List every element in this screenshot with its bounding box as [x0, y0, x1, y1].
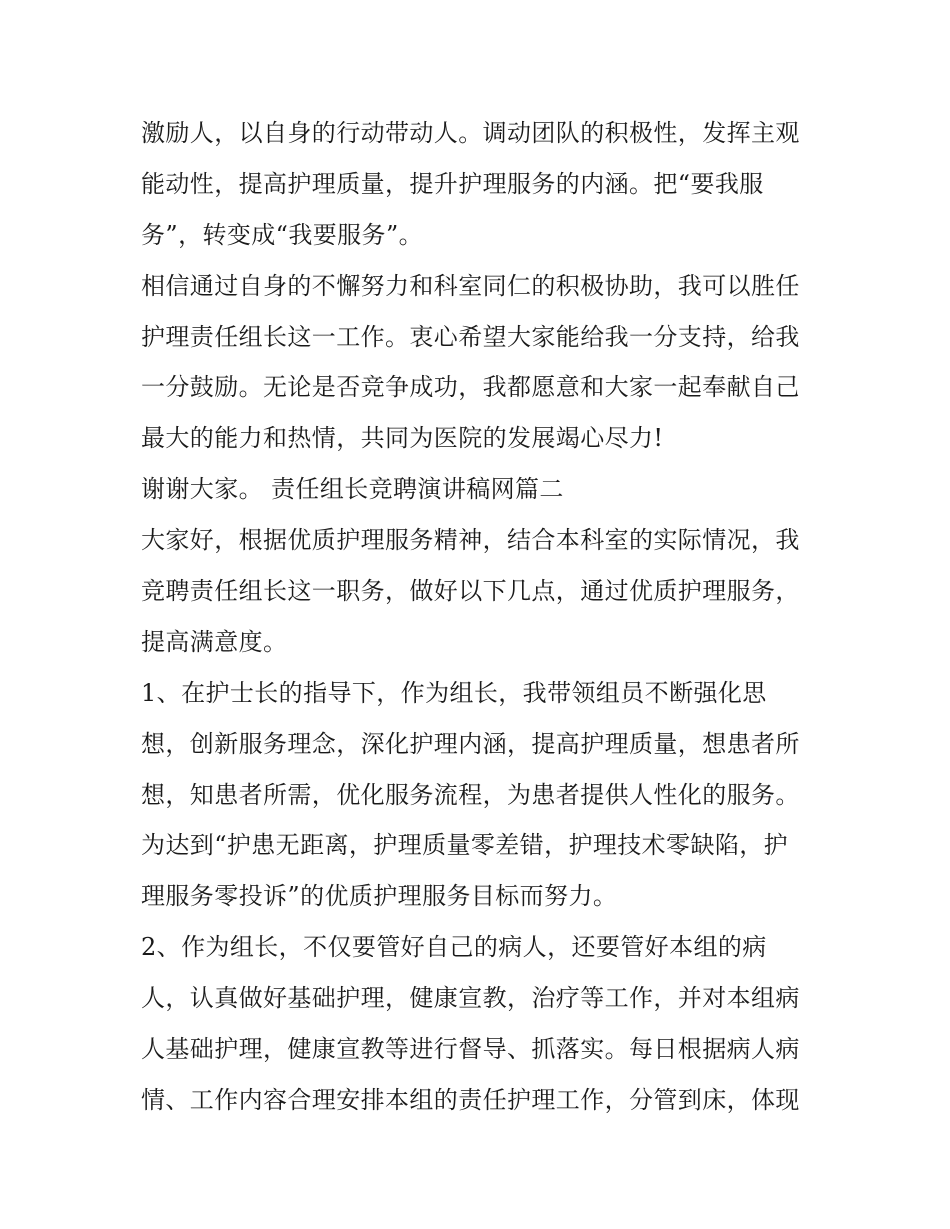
text-line: 想，知患者所需，优化服务流程，为患者提供人性化的服务。	[141, 780, 800, 809]
text-line: 务”，转变成“我要服务”。	[141, 220, 424, 249]
text-line: 一分鼓励。无论是否竞争成功，我都愿意和大家一起奉献自己	[141, 373, 800, 402]
text-line: 情、工作内容合理安排本组的责任护理工作，分管到床，体现	[141, 1085, 800, 1114]
text-line: 护理责任组长这一工作。衷心希望大家能给我一分支持，给我	[141, 322, 800, 351]
list-item-2-line: 2、作为组长，不仅要管好自己的病人，还要管好本组的病	[141, 933, 767, 962]
text-line: 相信通过自身的不懈努力和科室同仁的积极协助，我可以胜任	[141, 271, 800, 300]
text-line: 提高满意度。	[141, 627, 288, 656]
text-line: 想，创新服务理念，深化护理内涵，提高护理质量，想患者所	[141, 729, 800, 758]
text-line: 激励人，以自身的行动带动人。调动团队的积极性，发挥主观	[141, 119, 800, 147]
section-heading-line: 谢谢大家。 责任组长竞聘演讲稿网篇二	[141, 475, 564, 504]
text-line: 竞聘责任组长这一职务，做好以下几点，通过优质护理服务，	[141, 577, 800, 606]
text-line: 能动性，提高护理质量，提升护理服务的内涵。把“要我服	[141, 169, 764, 198]
text-line: 最大的能力和热情，共同为医院的发展竭心尽力!	[141, 424, 664, 453]
text-line: 人，认真做好基础护理，健康宣教，治疗等工作，并对本组病	[141, 984, 800, 1013]
text-line: 大家好，根据优质护理服务精神，结合本科室的实际情况，我	[141, 526, 800, 555]
document-body	[141, 108, 813, 1126]
text-line: 人基础护理，健康宣教等进行督导、抓落实。每日根据病人病	[141, 1035, 800, 1064]
list-item-1-line: 1、在护士长的指导下，作为组长，我带领组员不断强化思	[141, 678, 767, 707]
text-line: 为达到“护患无距离，护理质量零差错，护理技术零缺陷，护	[141, 831, 789, 860]
text-line: 理服务零投诉”的优质护理服务目标而努力。	[141, 882, 618, 911]
